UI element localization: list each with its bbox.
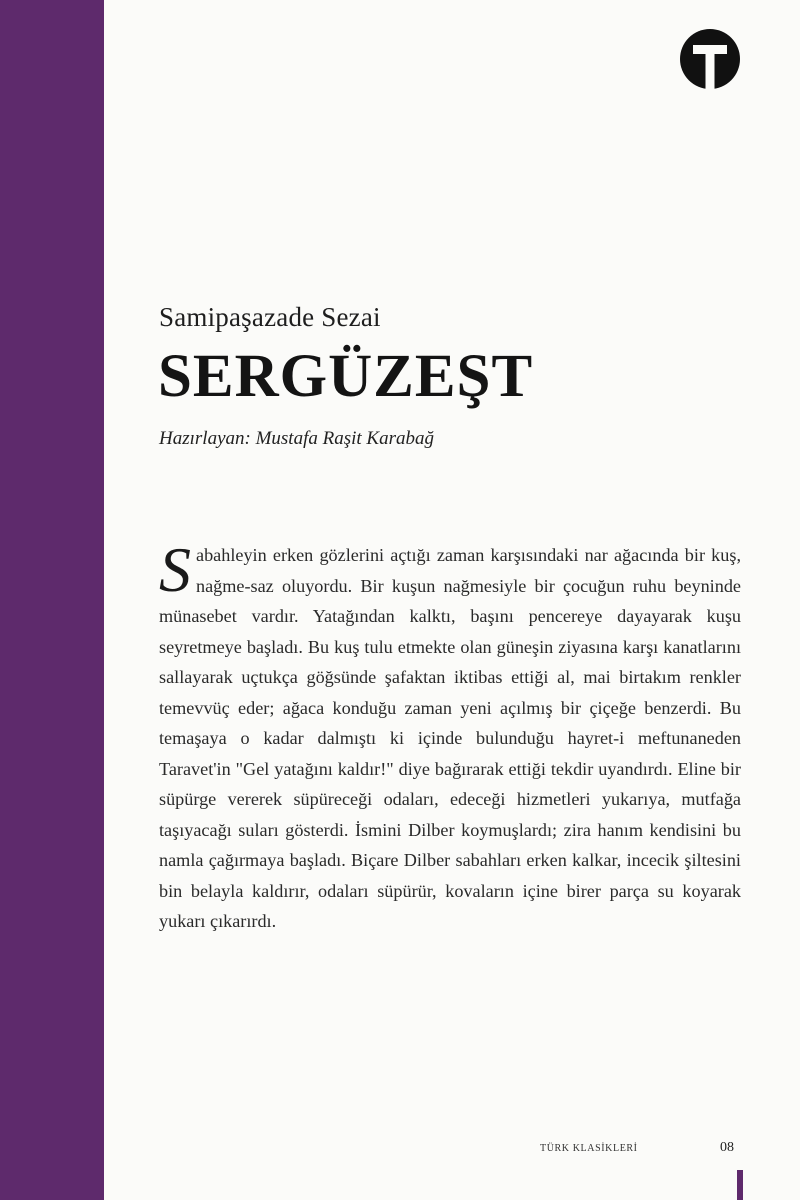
drop-cap-letter: S <box>159 534 191 605</box>
book-title: SERGÜZEŞT <box>158 343 534 410</box>
page-number: 08 <box>720 1140 734 1155</box>
publisher-logo-icon <box>679 28 741 90</box>
page-edge-tab <box>737 1170 743 1200</box>
purple-spine-band <box>0 0 104 1200</box>
series-name: TÜRK KLASİKLERİ <box>540 1143 638 1154</box>
author-name: Samipaşazade Sezai <box>159 302 381 332</box>
excerpt-paragraph <box>159 534 741 937</box>
editor-credit: Hazırlayan: Mustafa Raşit Karabağ <box>159 428 434 449</box>
excerpt-text: abahleyin erken gözlerini açtığı zaman karşısındaki nar ağacında bir kuş, nağme-saz oluyordu. Bir kuşun nağmesiyle bir çocuğun ruhu beyninde münasebet vardır. Yatağından kalktı, başını pencereye dayayarak kuşu seyretmeye başladı. Bu kuş tulu etmekte olan güneşin ziyasına karşı kanatlarını sallayarak uçtukça göğsünde şafaktan iktibas ettiği al, mai birtakım renkler temevvüç eder; ağaca konduğu zaman yeni açılmış bir çiçeğe benzerdi. Bu temaşaya o kadar dalmıştı ki içinde bulunduğu hayret-i meftunaneden Taravet'in "Gel yatağını kaldır!" diye bağırarak ettiği tekdir uyandırdı. Eline bir süpürge vererek süpüreceği odaları, edeceği hizmetleri yukarıya, mutfağa taşıyacağı suları gösterdi. İsmini Dilber koymuşlardı; zira hanım kendisini bu namla çağırmaya başladı. Biçare Dilber sabahları erken kalkar, incecik şiltesini bin belayla kaldırır, odaları süpürür, kovaların içine birer parça su koyarak yukarı çıkarırdı. <box>159 545 741 931</box>
